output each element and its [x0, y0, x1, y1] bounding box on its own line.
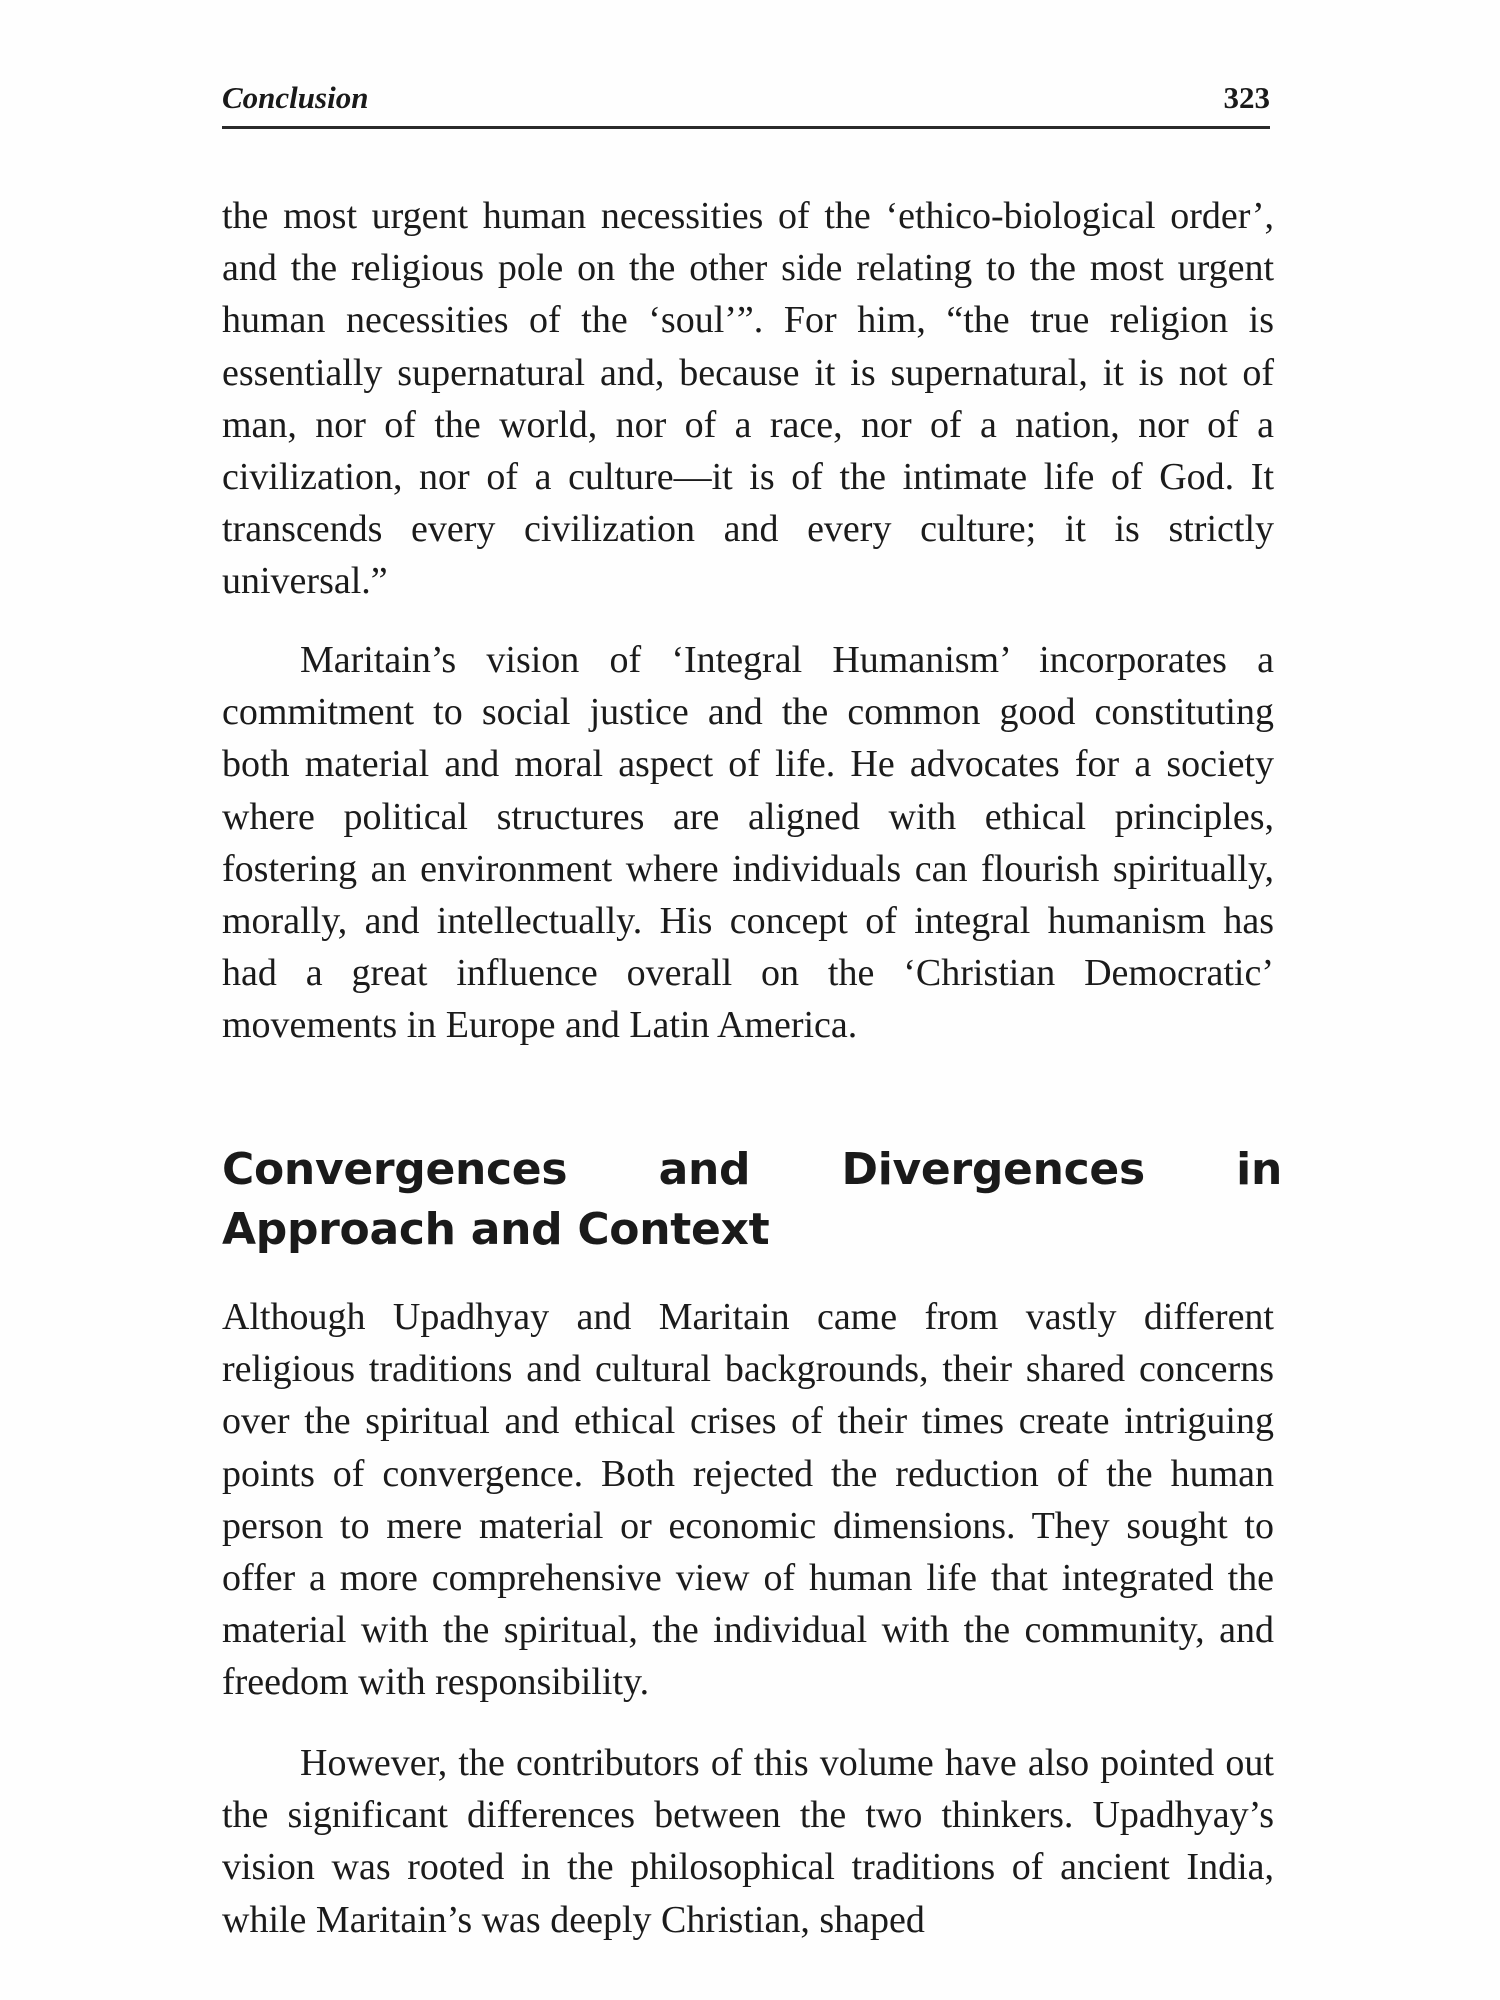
body-paragraph-quote-continuation: the most urgent human necessities of the ‘ethico-biological order’, and the religious pole on the other side relating to the most urgent human necessities of the ‘soul’”. For him, “the true religion is essentially supernatural and, because it is supernatural, it is not of man, nor of the world, nor of a race, nor of a nation, nor of a civilization, nor of a culture—it is of the intimate life of God. It transcends every civilization and every culture; it is strictly universal.” — [222, 195, 1274, 603]
page-number: 323 — [1223, 80, 1270, 115]
body-paragraph-divergences: However, the contributors of this volume have also pointed out the significant differences between the two thinkers. Upadhyay’s vision was rooted in the philosophical traditions of ancient India, while Maritain’s was deeply Christian, shaped — [222, 1742, 1274, 1941]
running-head — [222, 78, 1270, 129]
body-paragraph-convergences: Although Upadhyay and Maritain came from vastly different religious traditions and cultural backgrounds, their shared concerns over the spiritual and ethical crises of their times create intriguing points of convergence. Both rejected the reduction of the human person to mere material or economic dimensions. They sought to offer a more comprehensive view of human life that integrated the material with the spiritual, the individual with the community, and freedom with responsibility. — [222, 1296, 1274, 1704]
running-head-section-title: Conclusion — [222, 80, 369, 115]
body-paragraph-integral-humanism: Maritain’s vision of ‘Integral Humanism’ incorporates a commitment to social justice and the common good constituting both material and moral aspect of life. He advocates for a society where political structures are aligned with ethical principles, fostering an environment where individuals can flourish spiritually, morally, and intellectually. His concept of integral humanism has had a great influence overall on the ‘Christian Democratic’ movements in Europe and Latin America. — [222, 639, 1274, 1047]
section-heading: Convergences and Divergences in Approach and Context — [222, 1144, 1282, 1255]
